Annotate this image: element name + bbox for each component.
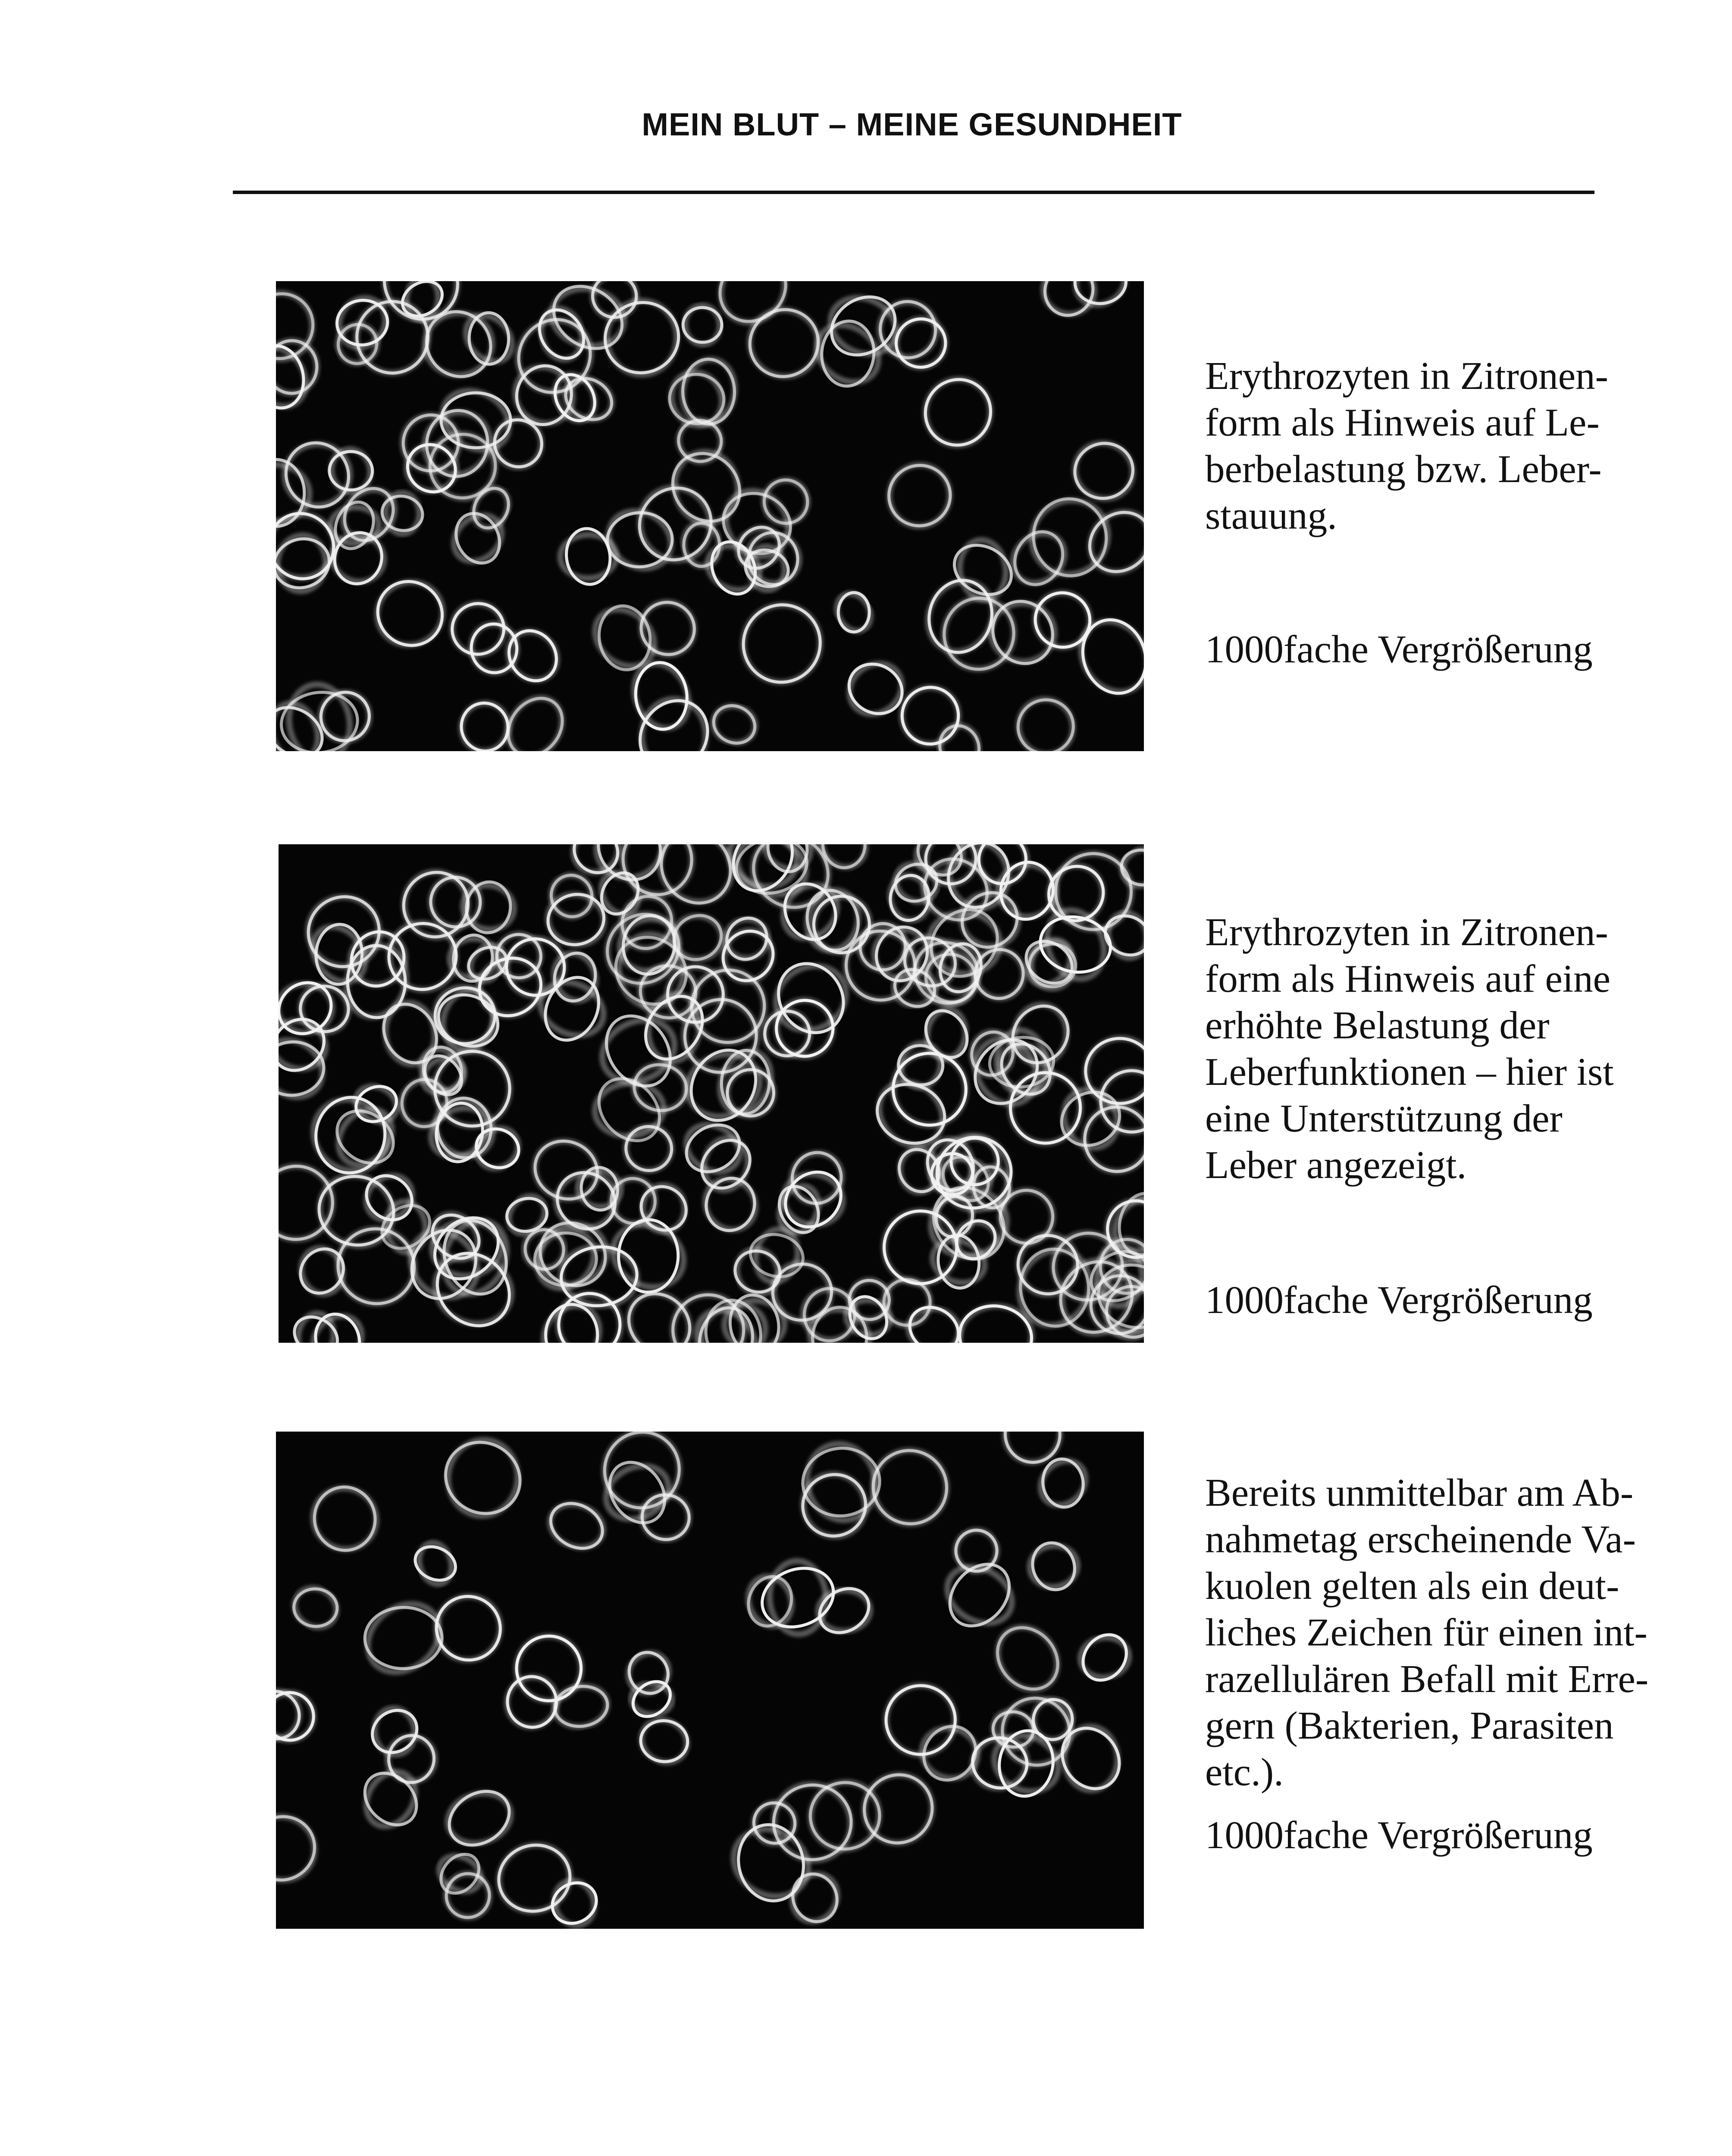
cell-outline — [439, 1780, 519, 1856]
figure-1-caption — [1205, 353, 1705, 539]
cell-outline — [830, 587, 877, 637]
cell-outline — [445, 506, 511, 571]
cell-outline — [888, 962, 941, 1014]
caption-line: berbelastung bzw. Leber- — [1205, 447, 1602, 491]
figure-2-caption — [1205, 909, 1705, 1188]
cell-outline — [738, 297, 830, 389]
cell-outline — [392, 1071, 457, 1136]
cell-outline — [719, 910, 775, 967]
running-header-title: MEIN BLUT – MEINE GESUNDHEIT — [642, 107, 1182, 142]
caption-line: gern (Bakterien, Parasiten — [1205, 1704, 1614, 1747]
caption-line: razellulären Befall mit Erre- — [1205, 1657, 1649, 1701]
cell-outline — [1024, 582, 1101, 658]
caption-line: form als Hinweis auf eine — [1205, 957, 1611, 1000]
cell-outline — [504, 355, 584, 435]
cell-outline — [896, 681, 965, 751]
cell-outline — [930, 585, 1028, 683]
cell-outline — [985, 1615, 1070, 1702]
cell-outline — [933, 720, 986, 751]
caption-line: form als Hinweis auf Le- — [1205, 401, 1600, 444]
caption-line: nahmetag erscheinende Va- — [1205, 1517, 1636, 1561]
cell-outline — [597, 1452, 677, 1533]
cell-outline — [626, 687, 721, 751]
cell-outline — [551, 1682, 611, 1731]
cell-outline — [626, 1674, 677, 1724]
caption-line: stauung. — [1205, 494, 1337, 537]
cell-outline — [888, 311, 953, 376]
cell-outline — [365, 568, 455, 659]
micrograph-vacuole-erythrocytes — [276, 1432, 1144, 1929]
cell-outline — [304, 1478, 386, 1559]
cell-outline — [677, 355, 740, 429]
caption-line: Erythrozyten in Zitronen- — [1205, 354, 1608, 398]
cell-outline — [432, 1432, 533, 1527]
cell-outline — [946, 536, 1020, 604]
cell-outline — [438, 1865, 498, 1926]
cell-outline — [631, 592, 705, 666]
micrograph-lemon-shaped-erythrocytes — [276, 281, 1144, 751]
figure-3-magnification: 1000fache Vergrößerung — [1205, 1813, 1593, 1857]
cell-outline — [1068, 608, 1144, 705]
cell-outline — [596, 294, 687, 382]
cell-outline — [683, 304, 722, 346]
caption-line: etc.). — [1205, 1750, 1284, 1794]
cell-outline — [994, 1432, 1071, 1473]
cell-outline — [937, 1552, 1022, 1638]
figure-3-caption — [1205, 1470, 1705, 1796]
micrograph-1-cells — [276, 281, 1144, 751]
cell-outline — [811, 1580, 877, 1642]
micrograph-2-cells — [279, 844, 1144, 1343]
cell-outline — [276, 1805, 326, 1892]
caption-line: Erythrozyten in Zitronen- — [1205, 910, 1608, 954]
cell-outline — [901, 1298, 967, 1343]
cell-outline — [489, 1834, 580, 1922]
cell-outline — [287, 1580, 344, 1635]
cell-outline — [454, 696, 516, 751]
cell-outline — [722, 1817, 820, 1909]
caption-line: Leber angezeigt. — [1205, 1143, 1467, 1187]
caption-line: Bereits unmittelbar am Ab- — [1205, 1471, 1634, 1514]
cell-outline — [916, 570, 1005, 663]
caption-line: eine Unterstützung der — [1205, 1097, 1563, 1140]
cell-outline — [634, 1712, 695, 1771]
cell-outline — [1051, 1717, 1131, 1800]
header-rule — [233, 191, 1594, 194]
cell-outline — [1074, 1626, 1135, 1689]
figure-2-magnification: 1000fache Vergrößerung — [1205, 1278, 1593, 1322]
cell-outline — [912, 367, 1004, 458]
caption-line: Leberfunktionen – hier ist — [1205, 1050, 1614, 1094]
cell-outline — [354, 1763, 427, 1836]
cell-outline — [374, 1197, 438, 1257]
micrograph-liver-stress-erythrocytes — [279, 844, 1144, 1343]
cell-outline — [708, 699, 761, 750]
cell-outline — [514, 1634, 583, 1703]
cell-outline — [1066, 433, 1142, 508]
cell-outline — [354, 1590, 452, 1686]
caption-line: liches Zeichen für einen int- — [1205, 1611, 1647, 1654]
cell-outline — [1036, 902, 1115, 987]
cell-outline — [532, 968, 612, 1049]
micrograph-3-cells — [276, 1432, 1144, 1929]
cell-outline — [364, 1702, 425, 1761]
figure-1-magnification: 1000fache Vergrößerung — [1205, 627, 1593, 671]
caption-line: erhöhte Belastung der — [1205, 1003, 1550, 1047]
cell-outline — [713, 479, 801, 569]
cell-outline — [662, 363, 732, 435]
cell-outline — [1026, 1537, 1081, 1596]
cell-outline — [633, 1178, 695, 1239]
cell-outline — [467, 482, 515, 534]
cell-outline — [881, 457, 958, 534]
cell-outline — [727, 589, 836, 698]
cell-outline — [1068, 281, 1134, 313]
cell-outline — [1008, 689, 1084, 751]
cell-outline — [784, 1866, 846, 1929]
cell-outline — [543, 1495, 611, 1557]
caption-line: kuolen gelten als ein deut- — [1205, 1564, 1619, 1608]
cell-outline — [410, 1539, 461, 1588]
